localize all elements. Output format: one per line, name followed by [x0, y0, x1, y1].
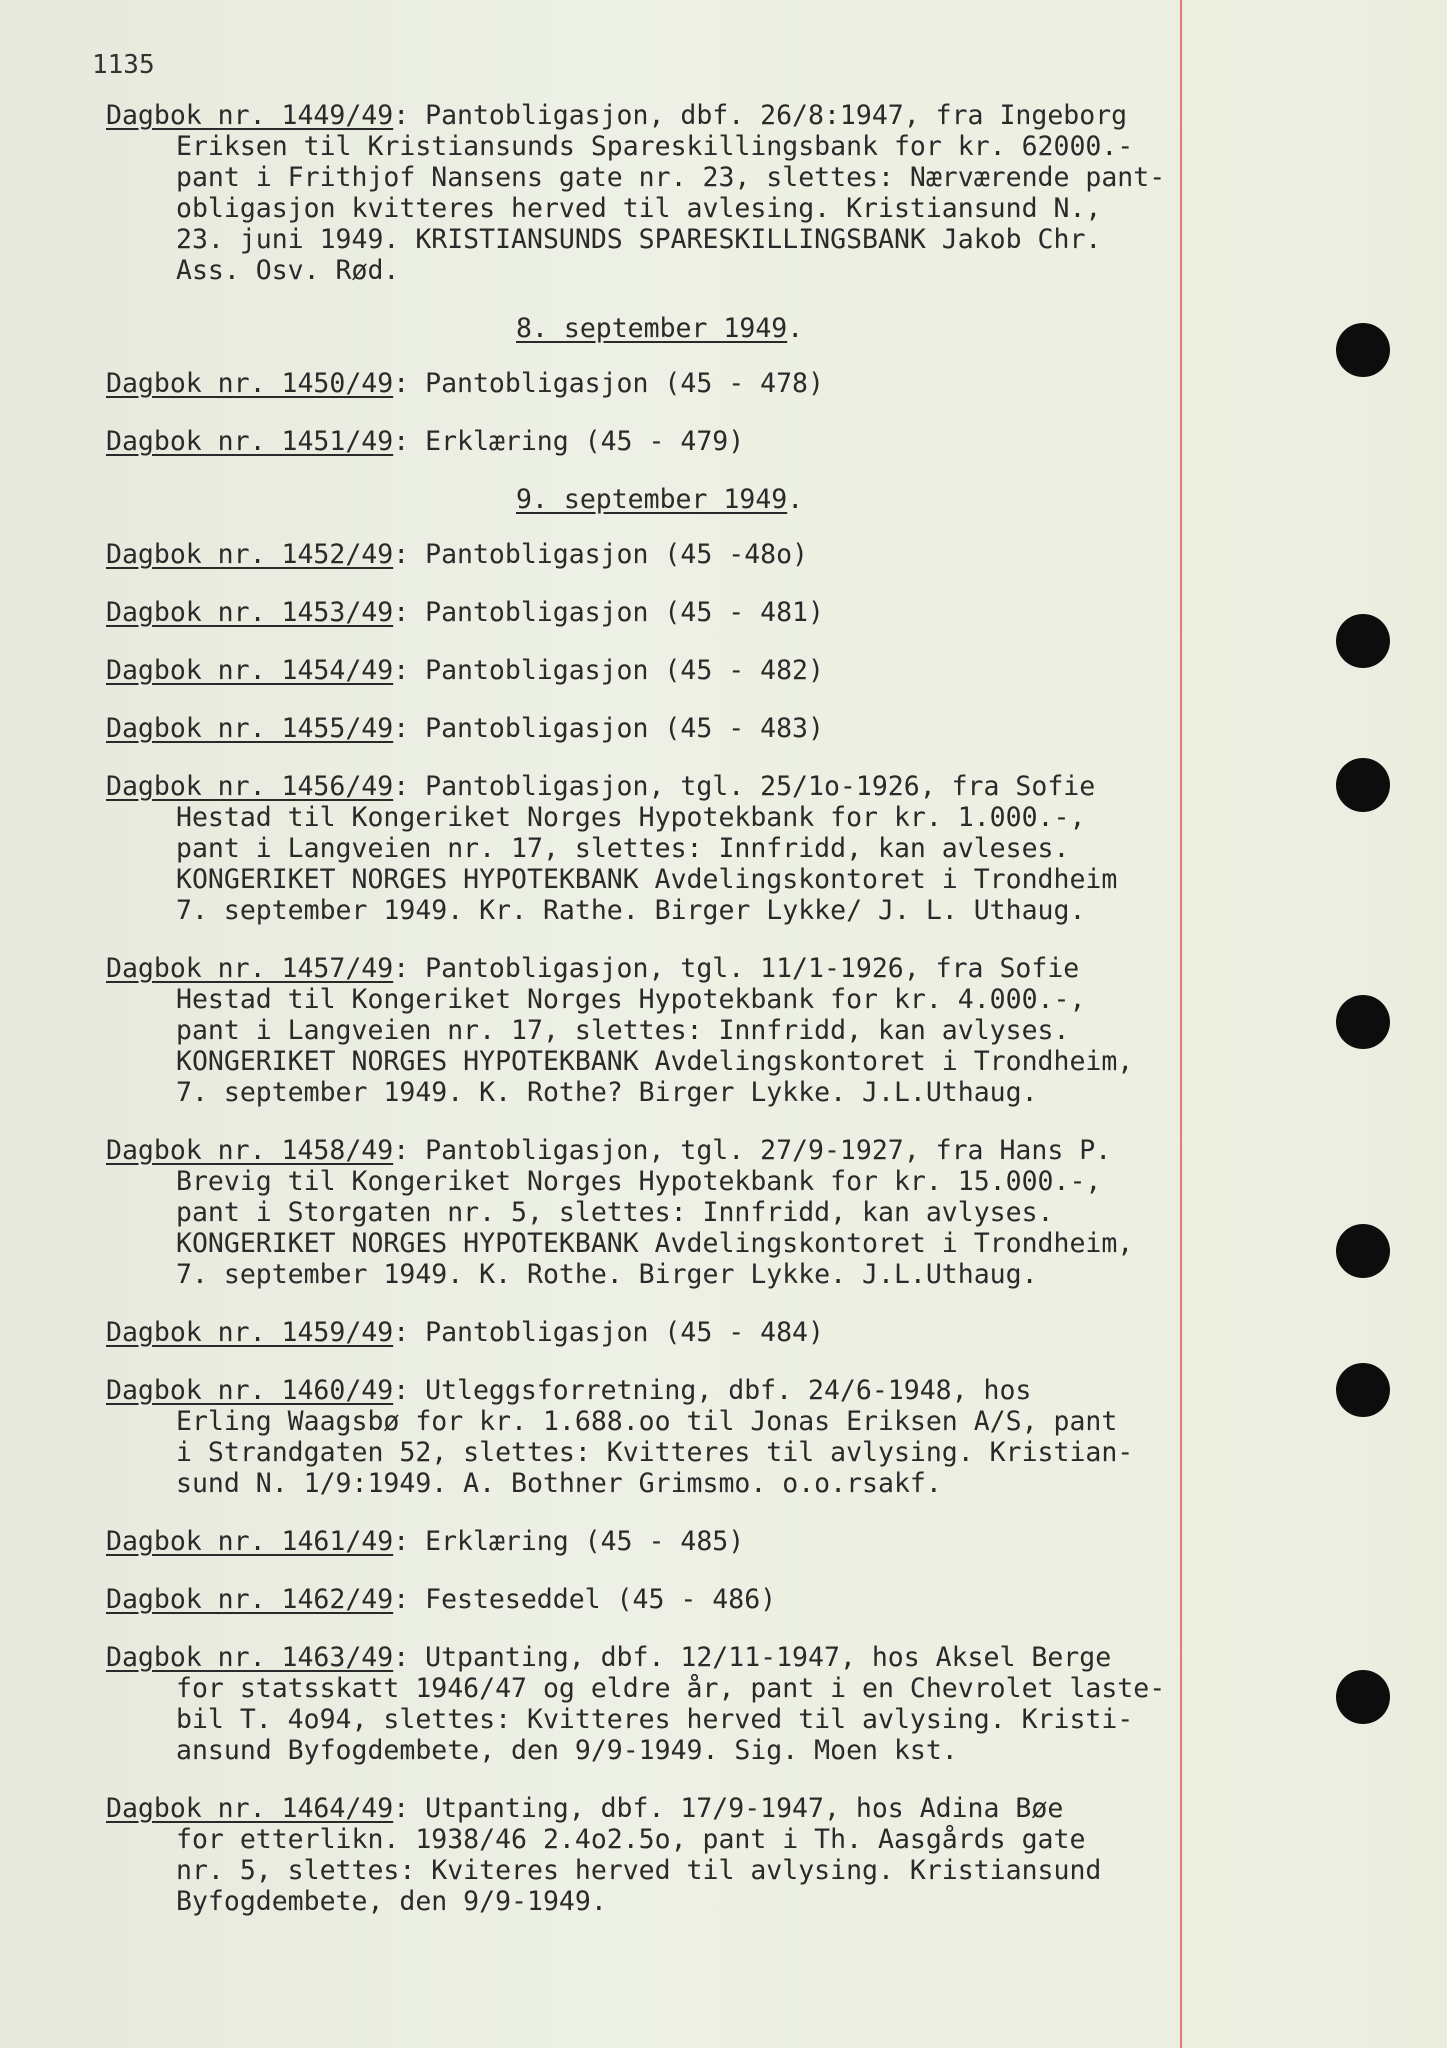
entry-continuation-line: nr. 5, slettes: Kviteres herved til avlysing. Kristiansund: [176, 1855, 1102, 1886]
reference-colon: :: [393, 953, 426, 984]
entry-continuation-line: sund N. 1/9:1949. A. Bothner Grimsmo. o.o.rsakf.: [176, 1468, 942, 1499]
date-heading: [106, 484, 1226, 515]
dagbok-reference: Dagbok nr. 1456/49: [106, 771, 394, 802]
entry-first-line: [106, 953, 1226, 984]
entry-first-line: [106, 100, 1226, 131]
dagbok-reference: Dagbok nr. 1464/49: [106, 1793, 394, 1824]
entry-continuation-line: Hestad til Kongeriket Norges Hypotekbank for kr. 4.000.-,: [176, 984, 1086, 1015]
reference-colon: :: [393, 426, 426, 457]
register-entry: [106, 1526, 1226, 1557]
dagbok-reference: Dagbok nr. 1459/49: [106, 1317, 394, 1348]
entry-continuation-line: bil T. 4o94, slettes: Kvitteres herved til avlysing. Kristi-: [176, 1704, 1134, 1735]
entry-text: Pantobligasjon (45 - 483): [425, 713, 824, 744]
register-entry: [106, 771, 1226, 926]
date-heading: [106, 313, 1226, 344]
register-entry: [106, 1584, 1226, 1615]
entry-first-line: [106, 655, 1226, 686]
punch-hole-4: [1336, 995, 1390, 1049]
punch-hole-3: [1336, 758, 1390, 812]
reference-colon: :: [393, 1135, 426, 1166]
dagbok-reference: Dagbok nr. 1455/49: [106, 713, 394, 744]
register-entry: [106, 1793, 1226, 1917]
punch-hole-1: [1336, 323, 1390, 377]
entry-text: Pantobligasjon, tgl. 27/9-1927, fra Hans P.: [425, 1135, 1112, 1166]
register-entry: [106, 426, 1226, 457]
dagbok-reference: Dagbok nr. 1453/49: [106, 597, 394, 628]
date-heading-text: 8. september 1949: [516, 313, 788, 344]
register-entry: [106, 953, 1226, 1108]
entry-continuation-line: 23. juni 1949. KRISTIANSUNDS SPARESKILLINGSBANK Jakob Chr.: [176, 224, 1102, 255]
entry-continuation-line: 7. september 1949. K. Rothe. Birger Lykke. J.L.Uthaug.: [176, 1259, 1038, 1290]
reference-colon: :: [393, 713, 426, 744]
punch-hole-5: [1336, 1224, 1390, 1278]
register-entries: [106, 100, 1226, 1944]
entry-first-line: [106, 1375, 1226, 1406]
entry-continuation-line: KONGERIKET NORGES HYPOTEKBANK Avdelingskontoret i Trondheim,: [176, 1228, 1134, 1259]
punch-hole-6: [1336, 1363, 1390, 1417]
entry-first-line: [106, 1317, 1226, 1348]
reference-colon: :: [393, 1317, 426, 1348]
entry-continuation-line: KONGERIKET NORGES HYPOTEKBANK Avdelingskontoret i Trondheim: [176, 864, 1118, 895]
entry-text: Pantobligasjon, tgl. 25/1o-1926, fra Sofie: [425, 771, 1096, 802]
entry-continuation-line: pant i Langveien nr. 17, slettes: Innfridd, kan avleses.: [176, 833, 1070, 864]
entry-first-line: [106, 426, 1226, 457]
entry-text: Pantobligasjon (45 - 484): [425, 1317, 824, 1348]
entry-first-line: [106, 368, 1226, 399]
entry-first-line: [106, 1526, 1226, 1557]
entry-continuation-line: Erling Waagsbø for kr. 1.688.oo til Jonas Eriksen A/S, pant: [176, 1406, 1118, 1437]
entry-continuation-line: 7. september 1949. K. Rothe? Birger Lykke. J.L.Uthaug.: [176, 1077, 1038, 1108]
entry-first-line: [106, 771, 1226, 802]
reference-colon: :: [393, 539, 426, 570]
reference-colon: :: [393, 1642, 426, 1673]
entry-continuation-line: for etterlikn. 1938/46 2.4o2.5o, pant i Th. Aasgårds gate: [176, 1824, 1086, 1855]
reference-colon: :: [393, 1526, 426, 1557]
register-entry: [106, 597, 1226, 628]
date-heading-text: 9. september 1949: [516, 484, 788, 515]
date-heading-suffix: .: [787, 313, 804, 344]
reference-colon: :: [393, 655, 426, 686]
entry-text: Utpanting, dbf. 17/9-1947, hos Adina Bøe: [425, 1793, 1064, 1824]
dagbok-reference: Dagbok nr. 1462/49: [106, 1584, 394, 1615]
entry-text: Erklæring (45 - 485): [425, 1526, 745, 1557]
reference-colon: :: [393, 771, 426, 802]
register-entry: [106, 1135, 1226, 1290]
entry-text: Pantobligasjon, dbf. 26/8:1947, fra Ingeborg: [425, 100, 1128, 131]
register-entry: [106, 1317, 1226, 1348]
entry-text: Pantobligasjon (45 - 481): [425, 597, 824, 628]
entry-continuation-line: Byfogdembete, den 9/9-1949.: [176, 1886, 607, 1917]
date-heading-suffix: .: [787, 484, 804, 515]
dagbok-reference: Dagbok nr. 1463/49: [106, 1642, 394, 1673]
dagbok-reference: Dagbok nr. 1461/49: [106, 1526, 394, 1557]
dagbok-reference: Dagbok nr. 1450/49: [106, 368, 394, 399]
entry-text: Pantobligasjon (45 -48o): [425, 539, 809, 570]
register-entry: [106, 1375, 1226, 1499]
dagbok-reference: Dagbok nr. 1458/49: [106, 1135, 394, 1166]
reference-colon: :: [393, 368, 426, 399]
entry-continuation-line: i Strandgaten 52, slettes: Kvitteres til avlysing. Kristian-: [176, 1437, 1134, 1468]
register-entry: [106, 368, 1226, 399]
entry-continuation-line: ansund Byfogdembete, den 9/9-1949. Sig. Moen kst.: [176, 1735, 958, 1766]
entry-text: Festeseddel (45 - 486): [425, 1584, 777, 1615]
register-entry: [106, 655, 1226, 686]
entry-continuation-line: pant i Storgaten nr. 5, slettes: Innfridd, kan avlyses.: [176, 1197, 1054, 1228]
reference-colon: :: [393, 1375, 426, 1406]
entry-text: Pantobligasjon (45 - 478): [425, 368, 824, 399]
entry-continuation-line: pant i Frithjof Nansens gate nr. 23, slettes: Nærværende pant-: [176, 162, 1166, 193]
entry-first-line: [106, 1642, 1226, 1673]
register-entry: [106, 100, 1226, 286]
punch-hole-2: [1336, 614, 1390, 668]
register-entry: [106, 1642, 1226, 1766]
entry-text: Utleggsforretning, dbf. 24/6-1948, hos: [425, 1375, 1032, 1406]
entry-text: Utpanting, dbf. 12/11-1947, hos Aksel Berge: [425, 1642, 1112, 1673]
entry-first-line: [106, 597, 1226, 628]
register-entry: [106, 713, 1226, 744]
entry-continuation-line: obligasjon kvitteres herved til avlesing. Kristiansund N.,: [176, 193, 1102, 224]
register-entry: [106, 539, 1226, 570]
entry-first-line: [106, 1793, 1226, 1824]
entry-continuation-line: Hestad til Kongeriket Norges Hypotekbank for kr. 1.000.-,: [176, 802, 1086, 833]
entry-first-line: [106, 1584, 1226, 1615]
reference-colon: :: [393, 1584, 426, 1615]
entry-continuation-line: Brevig til Kongeriket Norges Hypotekbank for kr. 15.000.-,: [176, 1166, 1102, 1197]
entry-continuation-line: 7. september 1949. Kr. Rathe. Birger Lykke/ J. L. Uthaug.: [176, 895, 1086, 926]
reference-colon: :: [393, 100, 426, 131]
entry-first-line: [106, 713, 1226, 744]
punch-hole-7: [1336, 1670, 1390, 1724]
dagbok-reference: Dagbok nr. 1457/49: [106, 953, 394, 984]
dagbok-reference: Dagbok nr. 1451/49: [106, 426, 394, 457]
entry-text: Erklæring (45 - 479): [425, 426, 745, 457]
entry-continuation-line: Eriksen til Kristiansunds Spareskillingsbank for kr. 62000.-: [176, 131, 1134, 162]
page-number: 1135: [92, 50, 155, 80]
reference-colon: :: [393, 597, 426, 628]
dagbok-reference: Dagbok nr. 1449/49: [106, 100, 394, 131]
entry-first-line: [106, 1135, 1226, 1166]
entry-first-line: [106, 539, 1226, 570]
entry-continuation-line: Ass. Osv. Rød.: [176, 255, 400, 286]
entry-continuation-line: KONGERIKET NORGES HYPOTEKBANK Avdelingskontoret i Trondheim,: [176, 1046, 1134, 1077]
entry-text: Pantobligasjon, tgl. 11/1-1926, fra Sofie: [425, 953, 1080, 984]
dagbok-reference: Dagbok nr. 1452/49: [106, 539, 394, 570]
entry-continuation-line: pant i Langveien nr. 17, slettes: Innfridd, kan avlyses.: [176, 1015, 1070, 1046]
entry-text: Pantobligasjon (45 - 482): [425, 655, 824, 686]
dagbok-reference: Dagbok nr. 1454/49: [106, 655, 394, 686]
dagbok-reference: Dagbok nr. 1460/49: [106, 1375, 394, 1406]
reference-colon: :: [393, 1793, 426, 1824]
entry-continuation-line: for statsskatt 1946/47 og eldre år, pant i en Chevrolet laste-: [176, 1673, 1166, 1704]
